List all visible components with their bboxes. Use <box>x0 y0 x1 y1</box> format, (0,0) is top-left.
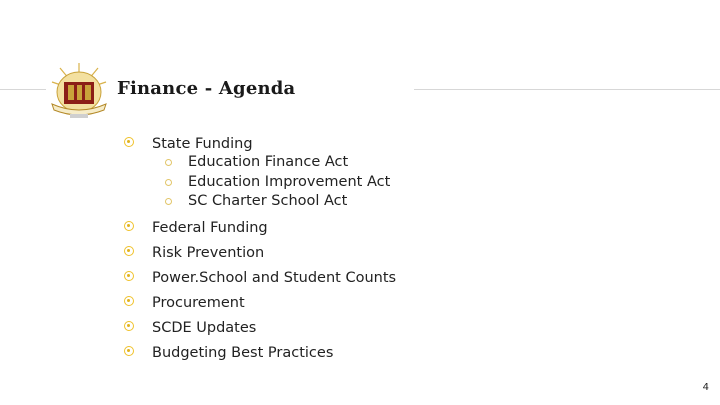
bullet-icon <box>124 271 134 281</box>
bullet-icon <box>124 246 134 256</box>
hollow-bullet-icon <box>165 159 172 166</box>
agenda-item-budgeting <box>124 344 396 369</box>
agenda-subitem <box>158 173 396 193</box>
hollow-bullet-icon <box>165 198 172 205</box>
agenda-item-powerschool <box>124 269 396 294</box>
hollow-bullet-icon <box>165 179 172 186</box>
agenda-item-risk-prevention <box>124 244 396 269</box>
bullet-icon <box>124 321 134 331</box>
agenda-item-label: State Funding <box>152 136 253 152</box>
agenda-subitem <box>158 153 396 173</box>
agenda-item-label: Budgeting Best Practices <box>152 345 334 362</box>
agenda-subitem-label: SC Charter School Act <box>188 193 348 209</box>
agenda-item-label: SCDE Updates <box>152 320 257 337</box>
school-crest-logo <box>46 60 112 122</box>
agenda-item-label: Risk Prevention <box>152 244 265 261</box>
header-rule-right <box>414 89 720 90</box>
agenda-sublist <box>152 153 396 219</box>
header-rule-left <box>0 89 46 90</box>
agenda-item-label: Power.School and Student Counts <box>152 269 397 286</box>
agenda-item-state-funding <box>124 135 396 219</box>
agenda-item-label: Procurement <box>152 295 245 312</box>
agenda-list <box>124 135 396 370</box>
agenda-item-federal-funding <box>124 219 396 244</box>
bullet-icon <box>124 221 134 231</box>
slide-title: Finance - Agenda <box>117 78 296 99</box>
agenda-item-label: Federal Funding <box>152 219 268 236</box>
page-number: 4 <box>702 382 709 393</box>
agenda-subitem <box>158 192 396 212</box>
agenda-item-scde-updates <box>124 319 396 344</box>
bullet-icon <box>124 296 134 306</box>
agenda-subitem-label: Education Finance Act <box>188 154 349 170</box>
bullet-icon <box>124 137 134 147</box>
agenda-subitem-label: Education Improvement Act <box>188 173 391 190</box>
bullet-icon <box>124 346 134 356</box>
agenda-item-procurement <box>124 294 396 319</box>
